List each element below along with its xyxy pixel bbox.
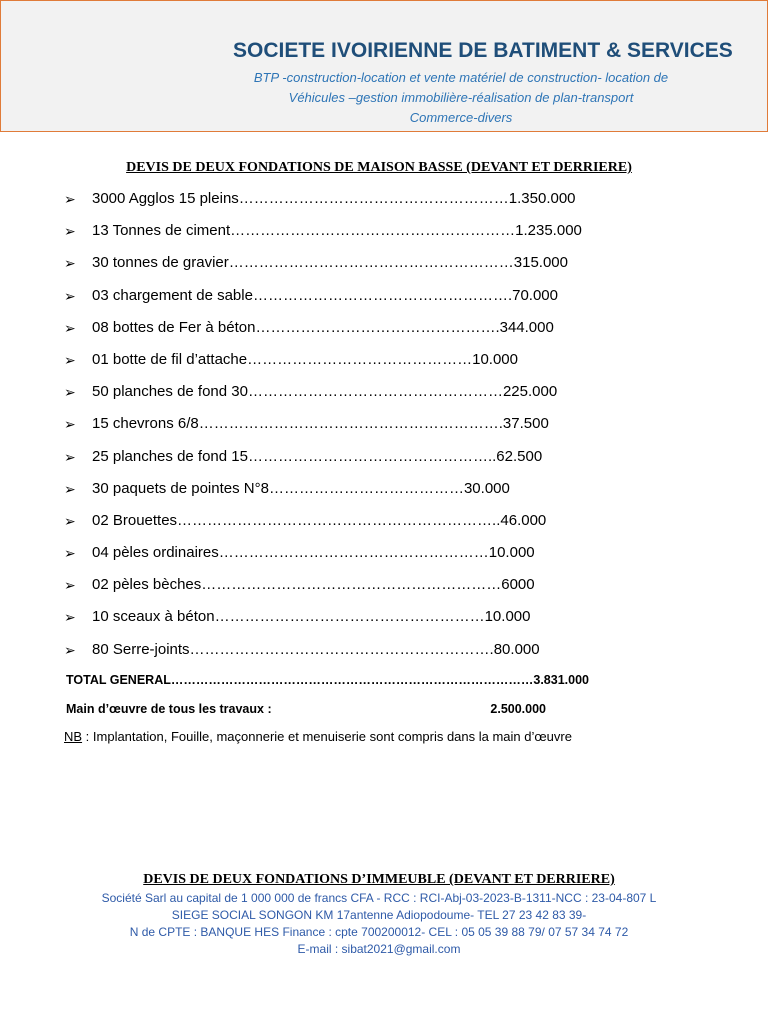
labour-label: Main d’œuvre de tous les travaux : bbox=[66, 702, 272, 716]
item-text: 25 planches de fond 15…………………………………………..62.500 bbox=[92, 447, 543, 465]
arrow-bullet-icon: ➢ bbox=[64, 223, 76, 240]
arrow-bullet-icon: ➢ bbox=[64, 319, 76, 336]
arrow-bullet-icon: ➢ bbox=[64, 351, 76, 368]
arrow-bullet-icon: ➢ bbox=[64, 416, 76, 433]
nb-note bbox=[64, 729, 572, 744]
nb-text: : Implantation, Fouille, maçonnerie et menuiserie sont compris dans la main d’œuvre bbox=[82, 729, 572, 744]
arrow-bullet-icon: ➢ bbox=[64, 384, 76, 401]
item-text: 02 pèles bèches……………………………………………………6000 bbox=[92, 576, 535, 594]
total-general-label bbox=[66, 671, 589, 700]
nb-label: NB bbox=[64, 729, 83, 744]
arrow-bullet-icon: ➢ bbox=[64, 287, 76, 304]
total-label-text: TOTAL GENERAL…………………………………………………………………………… bbox=[66, 673, 534, 687]
item-text: 30 paquets de pointes N°8…………………………………30.000 bbox=[92, 479, 510, 497]
list-item bbox=[64, 379, 582, 411]
list-item bbox=[64, 283, 582, 315]
total-general-value: 3.831.000 bbox=[533, 673, 589, 687]
arrow-bullet-icon: ➢ bbox=[64, 609, 76, 626]
company-footer bbox=[0, 890, 758, 958]
tagline-line: BTP -construction-location et vente matériel de construction- location de bbox=[253, 70, 669, 85]
list-item bbox=[64, 540, 582, 572]
list-item bbox=[64, 315, 582, 347]
footer-line: SIEGE SOCIAL SONGON KM 17antenne Adiopodoume- TEL 27 23 42 83 39- bbox=[171, 908, 587, 922]
item-text: 01 botte de fil d’attache………………………………………10.000 bbox=[92, 350, 518, 368]
total-general-row bbox=[66, 671, 589, 700]
list-item bbox=[64, 637, 582, 669]
arrow-bullet-icon: ➢ bbox=[64, 448, 76, 465]
list-item bbox=[64, 444, 582, 476]
item-text: 3000 Agglos 15 pleins………………………………………………1.350.000 bbox=[92, 190, 576, 207]
arrow-bullet-icon: ➢ bbox=[64, 255, 76, 272]
tagline-line: Commerce-divers bbox=[409, 110, 513, 125]
labour-value: 2.500.000 bbox=[490, 702, 546, 716]
arrow-bullet-icon: ➢ bbox=[64, 191, 76, 207]
item-text: 13 Tonnes de ciment…………………………………………………1.235.000 bbox=[92, 222, 582, 240]
list-item bbox=[64, 476, 582, 508]
quote-title-2: DEVIS DE DEUX FONDATIONS D’IMMEUBLE (DEVANT ET DERRIERE) bbox=[143, 872, 615, 887]
item-text: 02 Brouettes………………………………………………………..46.000 bbox=[92, 511, 547, 529]
list-item bbox=[64, 508, 582, 540]
totals-block bbox=[66, 671, 589, 729]
footer-line: Société Sarl au capital de 1 000 000 de francs CFA - RCC : RCI-Abj-03-2023-B-1311-NCC : 23-04-807 L bbox=[101, 891, 657, 905]
list-item bbox=[64, 604, 582, 636]
item-text: 15 chevrons 6/8…………………………………………………….37.500 bbox=[92, 415, 549, 433]
arrow-bullet-icon: ➢ bbox=[64, 577, 76, 594]
item-text: 50 planches de fond 30……………………………………………225.000 bbox=[92, 383, 558, 401]
quote-items-list bbox=[64, 186, 582, 669]
tagline-line: Véhicules –gestion immobilière-réalisation de plan-transport bbox=[288, 90, 634, 105]
list-item bbox=[64, 411, 582, 443]
item-text: 08 bottes de Fer à béton………………………………………….344.000 bbox=[92, 318, 554, 336]
item-text: 10 sceaux à béton………………………………………………10.000 bbox=[92, 608, 531, 626]
list-item bbox=[64, 572, 582, 604]
item-text: 30 tonnes de gravier…………………………………………………315.000 bbox=[92, 254, 568, 272]
footer-line: E-mail : sibat2021@gmail.com bbox=[297, 942, 461, 956]
list-item bbox=[64, 347, 582, 379]
quote-title: DEVIS DE DEUX FONDATIONS DE MAISON BASSE (DEVANT ET DERRIERE) bbox=[126, 160, 632, 175]
labour-row bbox=[66, 700, 546, 729]
arrow-bullet-icon: ➢ bbox=[64, 512, 76, 529]
company-name: SOCIETE IVOIRIENNE DE BATIMENT & SERVICES bbox=[233, 39, 733, 62]
arrow-bullet-icon: ➢ bbox=[64, 545, 76, 562]
footer-line: N de CPTE : BANQUE HES Finance : cpte 700200012- CEL : 05 05 39 88 79/ 07 57 34 74 72 bbox=[129, 925, 629, 939]
item-text: 03 chargement de sable…………………………………………….70.000 bbox=[92, 286, 558, 304]
list-item bbox=[64, 218, 582, 250]
arrow-bullet-icon: ➢ bbox=[64, 480, 76, 497]
item-text: 80 Serre-joints…………………………………………………….80.000 bbox=[92, 640, 540, 658]
list-item bbox=[64, 250, 582, 282]
letterhead bbox=[0, 0, 768, 132]
arrow-bullet-icon: ➢ bbox=[64, 641, 76, 658]
company-tagline bbox=[231, 68, 691, 128]
list-item bbox=[64, 186, 582, 218]
item-text: 04 pèles ordinaires………………………………………………10.000 bbox=[92, 544, 535, 562]
